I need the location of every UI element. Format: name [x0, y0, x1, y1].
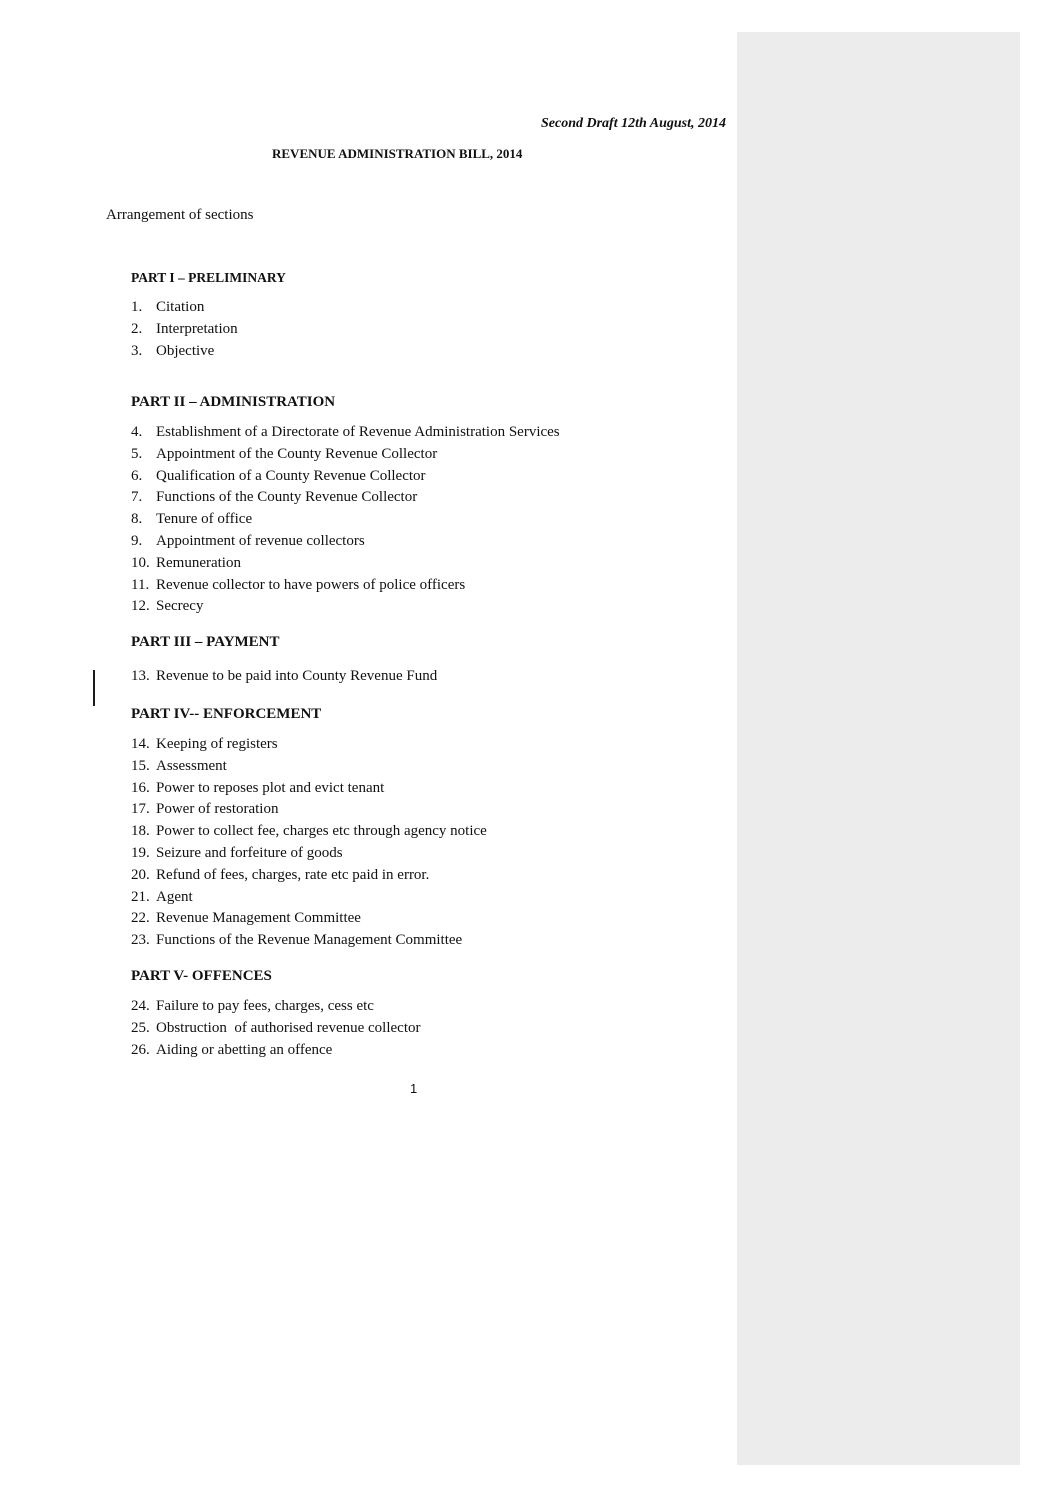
- section-number: 2.: [131, 320, 143, 337]
- part-5: [131, 968, 421, 1061]
- section-title: Interpretation: [156, 320, 238, 337]
- list-item: [131, 996, 421, 1018]
- list-item: [131, 821, 487, 843]
- section-title: Power of restoration: [156, 801, 279, 818]
- part-2: [131, 394, 560, 618]
- section-title: Establishment of a Directorate of Revenue Administration Services: [156, 424, 560, 440]
- list-item: [131, 843, 487, 865]
- section-title: Aiding or abetting an offence: [156, 1041, 333, 1058]
- section-title: Assessment: [156, 757, 227, 774]
- section-title: Qualification of a County Revenue Collector: [156, 467, 426, 484]
- section-title: Secrecy: [156, 598, 204, 615]
- section-number: 14.: [131, 736, 150, 752]
- section-number: 21.: [131, 888, 150, 905]
- list-item: [131, 666, 437, 688]
- section-list: [131, 666, 437, 688]
- section-number: 18.: [131, 823, 150, 840]
- section-title: Refund of fees, charges, rate etc paid in error.: [156, 866, 430, 883]
- list-item: [131, 297, 286, 319]
- section-title: Obstruction of authorised revenue collector: [156, 1019, 421, 1036]
- section-title: Functions of the County Revenue Collector: [156, 489, 418, 506]
- section-title: Failure to pay fees, charges, cess etc: [156, 998, 374, 1014]
- section-list: [131, 422, 560, 618]
- section-list: [131, 996, 421, 1061]
- list-item: [131, 865, 487, 887]
- list-item: [131, 466, 560, 488]
- section-number: 6.: [131, 467, 143, 484]
- section-number: 10.: [131, 554, 150, 571]
- list-item: [131, 908, 487, 930]
- bill-title: REVENUE ADMINISTRATION BILL, 2014: [272, 146, 523, 161]
- section-number: 16.: [131, 779, 150, 796]
- section-title: Appointment of the County Revenue Collector: [156, 445, 438, 462]
- section-number: 26.: [131, 1041, 150, 1058]
- section-title: Remuneration: [156, 554, 241, 571]
- section-number: 5.: [131, 445, 143, 462]
- list-item: [131, 596, 560, 618]
- section-number: 1.: [131, 299, 143, 315]
- list-item: [131, 531, 560, 553]
- list-item: [131, 734, 487, 756]
- part-3: [131, 634, 437, 688]
- list-item: [131, 575, 560, 597]
- section-title: Revenue Management Committee: [156, 910, 361, 927]
- section-title: Agent: [156, 888, 193, 905]
- section-number: 3.: [131, 342, 143, 359]
- section-number: 13.: [131, 668, 150, 684]
- section-number: 12.: [131, 598, 150, 615]
- section-number: 23.: [131, 932, 150, 949]
- part-heading: PART V- OFFENCES: [131, 968, 272, 984]
- list-item: [131, 930, 487, 952]
- draft-note: Second Draft 12th August, 2014: [540, 116, 726, 131]
- list-item: [131, 444, 560, 466]
- part-heading: PART IV-- ENFORCEMENT: [131, 706, 322, 722]
- section-number: 17.: [131, 801, 150, 818]
- part-heading: PART I – PRELIMINARY: [131, 270, 286, 285]
- comment-pane: [737, 32, 1020, 1465]
- section-title: Revenue to be paid into County Revenue Fund: [156, 668, 438, 684]
- section-number: 24.: [131, 998, 150, 1014]
- section-number: 15.: [131, 757, 150, 774]
- list-item: [131, 487, 560, 509]
- list-item: [131, 422, 560, 444]
- list-item: [131, 887, 487, 909]
- list-item: [131, 756, 487, 778]
- section-title: Revenue collector to have powers of police officers: [156, 576, 466, 593]
- section-number: 22.: [131, 910, 150, 927]
- section-number: 9.: [131, 532, 143, 549]
- section-number: 8.: [131, 511, 143, 528]
- part-heading: PART III – PAYMENT: [131, 634, 280, 650]
- arrangement-label: Arrangement of sections: [106, 207, 254, 223]
- list-item: [131, 799, 487, 821]
- section-title: Objective: [156, 342, 215, 359]
- section-title: Keeping of registers: [156, 736, 278, 752]
- section-number: 7.: [131, 489, 143, 506]
- section-title: Power to reposes plot and evict tenant: [156, 779, 385, 796]
- section-list: [131, 297, 286, 362]
- list-item: [131, 319, 286, 341]
- section-number: 25.: [131, 1019, 150, 1036]
- part-heading: PART II – ADMINISTRATION: [131, 394, 336, 410]
- list-item: [131, 553, 560, 575]
- section-number: 11.: [131, 576, 150, 593]
- section-number: 4.: [131, 424, 143, 440]
- part-4: [131, 706, 487, 952]
- section-title: Seizure and forfeiture of goods: [156, 844, 343, 861]
- revision-change-bar: [93, 670, 95, 706]
- section-list: [131, 734, 487, 952]
- list-item: [131, 509, 560, 531]
- part-1: [131, 270, 286, 362]
- section-number: 19.: [131, 844, 150, 861]
- section-title: Power to collect fee, charges etc through agency notice: [156, 823, 487, 840]
- list-item: [131, 778, 487, 800]
- list-item: [131, 341, 286, 363]
- page-number: 1: [410, 1081, 418, 1096]
- section-title: Tenure of office: [156, 511, 253, 528]
- list-item: [131, 1040, 421, 1062]
- list-item: [131, 1018, 421, 1040]
- section-title: Appointment of revenue collectors: [156, 532, 365, 549]
- section-number: 20.: [131, 866, 150, 883]
- section-title: Functions of the Revenue Management Committee: [156, 932, 463, 949]
- section-title: Citation: [156, 299, 205, 315]
